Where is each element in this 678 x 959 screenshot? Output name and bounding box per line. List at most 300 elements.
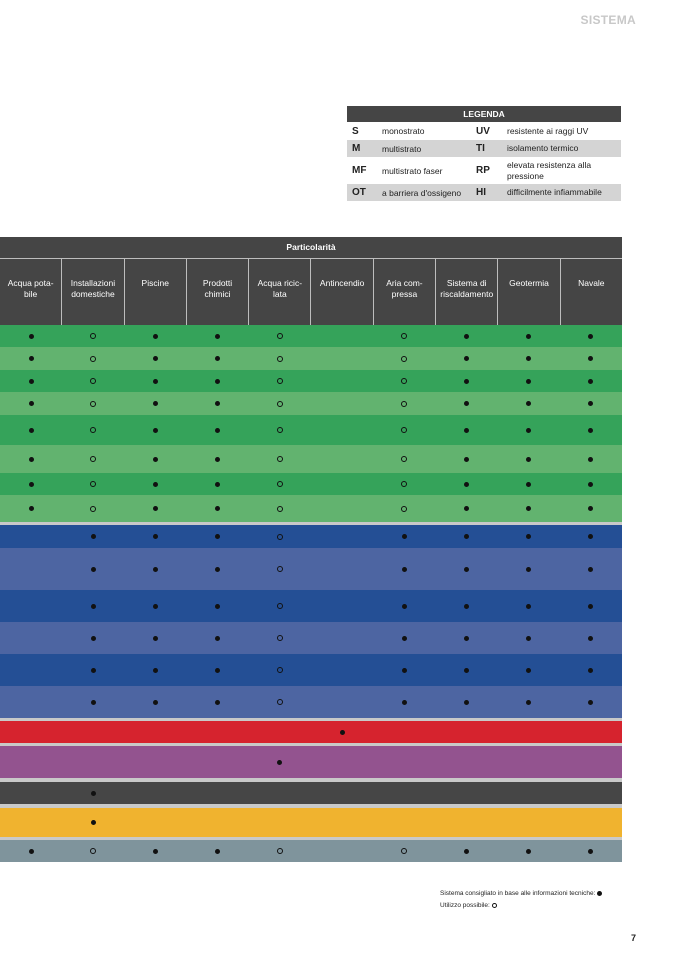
filled-dot-icon bbox=[29, 482, 34, 487]
table-cell bbox=[435, 392, 497, 415]
filled-dot-icon bbox=[153, 534, 158, 539]
filled-dot-icon bbox=[526, 668, 531, 673]
table-cell bbox=[124, 590, 186, 622]
ring-icon bbox=[401, 506, 407, 512]
table-cell bbox=[0, 415, 62, 445]
table-cell bbox=[498, 840, 560, 862]
table-cell bbox=[0, 370, 62, 392]
filled-dot-icon bbox=[91, 791, 96, 796]
table-cell bbox=[311, 392, 373, 415]
legend-description: difficilmente infiammabile bbox=[507, 187, 602, 197]
legend-description: monostrato bbox=[382, 126, 425, 136]
table-cell bbox=[498, 415, 560, 445]
table-cell bbox=[560, 525, 622, 548]
table-cell bbox=[62, 495, 124, 522]
ring-icon bbox=[401, 427, 407, 433]
ring-icon bbox=[401, 481, 407, 487]
table-cell bbox=[0, 325, 62, 347]
table-cell bbox=[249, 840, 311, 862]
filled-dot-icon bbox=[464, 356, 469, 361]
filled-dot-icon bbox=[402, 668, 407, 673]
table-row bbox=[0, 590, 622, 622]
table-cell bbox=[0, 590, 62, 622]
filled-dot-icon bbox=[153, 379, 158, 384]
table-cell bbox=[249, 370, 311, 392]
table-cell bbox=[62, 370, 124, 392]
table-cell bbox=[124, 525, 186, 548]
table-cell bbox=[62, 782, 124, 804]
table-cell bbox=[62, 548, 124, 590]
table-cell bbox=[0, 548, 62, 590]
table-cell bbox=[435, 415, 497, 445]
filled-dot-icon bbox=[464, 668, 469, 673]
table-cell bbox=[0, 721, 62, 743]
filled-dot-icon bbox=[402, 567, 407, 572]
filled-dot-icon bbox=[215, 506, 220, 511]
legend-description: resistente ai raggi UV bbox=[507, 125, 589, 136]
filled-dot-icon bbox=[215, 636, 220, 641]
table-cell bbox=[373, 325, 435, 347]
ring-icon bbox=[90, 333, 96, 339]
filled-dot-icon bbox=[153, 849, 158, 854]
filled-dot-icon bbox=[464, 567, 469, 572]
table-cell bbox=[560, 840, 622, 862]
table-cell bbox=[311, 654, 373, 686]
filled-dot-icon bbox=[29, 334, 34, 339]
ring-icon bbox=[277, 699, 283, 705]
table-cell bbox=[124, 840, 186, 862]
table-cell bbox=[124, 782, 186, 804]
table-cell bbox=[373, 445, 435, 473]
table-row bbox=[0, 782, 622, 804]
filled-dot-icon bbox=[91, 604, 96, 609]
table-cell bbox=[187, 392, 249, 415]
table-cell bbox=[187, 721, 249, 743]
table-cell bbox=[373, 622, 435, 654]
legend-code: UV bbox=[476, 125, 490, 137]
table-cell bbox=[373, 721, 435, 743]
filled-dot-icon bbox=[153, 428, 158, 433]
filled-dot-icon bbox=[464, 700, 469, 705]
table-cell bbox=[124, 325, 186, 347]
table-cell bbox=[249, 415, 311, 445]
table-cell bbox=[435, 473, 497, 495]
table-cell bbox=[498, 721, 560, 743]
filled-dot-icon bbox=[215, 379, 220, 384]
table-cell bbox=[498, 622, 560, 654]
table-cell bbox=[124, 548, 186, 590]
table-cell bbox=[435, 445, 497, 473]
table-cell bbox=[560, 654, 622, 686]
legend-code: OT bbox=[352, 187, 366, 198]
table-cell bbox=[560, 808, 622, 837]
table-cell bbox=[249, 721, 311, 743]
table-cell bbox=[311, 473, 373, 495]
filled-dot-icon bbox=[153, 457, 158, 462]
table-row bbox=[0, 392, 622, 415]
filled-dot-icon bbox=[588, 534, 593, 539]
table-cell bbox=[62, 840, 124, 862]
table-row bbox=[0, 746, 622, 778]
table-cell bbox=[373, 347, 435, 370]
filled-dot-icon bbox=[402, 700, 407, 705]
ring-icon bbox=[90, 401, 96, 407]
legend-row bbox=[347, 122, 621, 140]
table-cell bbox=[498, 548, 560, 590]
table-cell bbox=[560, 325, 622, 347]
column-header: Prodotti chimici bbox=[187, 259, 249, 325]
column-header: Acqua pota- bile bbox=[0, 259, 62, 325]
filled-dot-icon bbox=[215, 482, 220, 487]
filled-dot-icon bbox=[464, 401, 469, 406]
table-cell bbox=[187, 370, 249, 392]
table-cell bbox=[0, 495, 62, 522]
filled-dot-icon bbox=[526, 401, 531, 406]
table-cell bbox=[311, 445, 373, 473]
table-cell bbox=[124, 721, 186, 743]
column-header: Antincendio bbox=[311, 259, 373, 325]
table-cell bbox=[498, 808, 560, 837]
table-cell bbox=[187, 622, 249, 654]
table-cell bbox=[311, 347, 373, 370]
filled-dot-icon bbox=[215, 356, 220, 361]
filled-dot-icon bbox=[91, 567, 96, 572]
table-cell bbox=[311, 590, 373, 622]
table-cell bbox=[249, 495, 311, 522]
table-cell bbox=[560, 495, 622, 522]
filled-dot-icon bbox=[29, 379, 34, 384]
footnote-recommended bbox=[440, 888, 602, 900]
table-cell bbox=[249, 473, 311, 495]
table-cell bbox=[62, 445, 124, 473]
filled-dot-icon bbox=[153, 604, 158, 609]
legend-code: M bbox=[352, 143, 361, 154]
ring-icon bbox=[277, 456, 283, 462]
ring-icon bbox=[277, 667, 283, 673]
table-cell bbox=[124, 686, 186, 718]
footnote-possible-text: Utilizzo possibile: bbox=[440, 902, 490, 909]
footnote-possible bbox=[440, 900, 602, 912]
table-cell bbox=[124, 473, 186, 495]
filled-dot-icon bbox=[91, 700, 96, 705]
table-row bbox=[0, 840, 622, 862]
ring-icon bbox=[401, 378, 407, 384]
table-cell bbox=[187, 548, 249, 590]
ring-icon bbox=[90, 356, 96, 362]
table-cell bbox=[0, 347, 62, 370]
table-cell bbox=[435, 782, 497, 804]
filled-dot-icon bbox=[91, 636, 96, 641]
table-cell bbox=[560, 415, 622, 445]
legend-description: a barriera d'ossigeno bbox=[382, 187, 462, 198]
table-cell bbox=[311, 808, 373, 837]
filled-dot-icon bbox=[588, 428, 593, 433]
table-cell bbox=[62, 721, 124, 743]
table-row bbox=[0, 686, 622, 718]
filled-dot-icon bbox=[215, 700, 220, 705]
table-cell bbox=[373, 392, 435, 415]
filled-dot-icon bbox=[588, 668, 593, 673]
table-cell bbox=[187, 445, 249, 473]
table-cell bbox=[187, 654, 249, 686]
table-cell bbox=[373, 370, 435, 392]
filled-dot-icon bbox=[526, 700, 531, 705]
filled-dot-icon bbox=[588, 356, 593, 361]
filled-dot-icon bbox=[402, 636, 407, 641]
legend-code: MF bbox=[352, 165, 367, 176]
table-cell bbox=[249, 548, 311, 590]
filled-dot-icon bbox=[29, 457, 34, 462]
table-cell bbox=[435, 840, 497, 862]
table-cell bbox=[311, 622, 373, 654]
filled-dot-icon bbox=[29, 401, 34, 406]
table-cell bbox=[249, 686, 311, 718]
table-cell bbox=[373, 590, 435, 622]
table-cell bbox=[62, 525, 124, 548]
filled-dot-icon bbox=[526, 567, 531, 572]
table-cell bbox=[311, 686, 373, 718]
ring-icon bbox=[277, 635, 283, 641]
legend-code: HI bbox=[476, 187, 486, 198]
filled-dot-icon bbox=[215, 334, 220, 339]
table-cell bbox=[0, 840, 62, 862]
table-cell bbox=[62, 654, 124, 686]
filled-dot-icon bbox=[464, 636, 469, 641]
table-cell bbox=[62, 325, 124, 347]
applications-table bbox=[0, 237, 622, 862]
table-row bbox=[0, 370, 622, 392]
filled-dot-icon bbox=[91, 534, 96, 539]
table-cell bbox=[0, 746, 62, 778]
table-cell bbox=[373, 415, 435, 445]
filled-dot-icon bbox=[340, 730, 345, 735]
table-row bbox=[0, 654, 622, 686]
filled-dot-icon bbox=[464, 334, 469, 339]
ring-icon bbox=[277, 506, 283, 512]
table-cell bbox=[498, 590, 560, 622]
table-cell bbox=[124, 654, 186, 686]
table-cell bbox=[435, 590, 497, 622]
table-cell bbox=[435, 347, 497, 370]
table-cell bbox=[311, 840, 373, 862]
table-cell bbox=[311, 721, 373, 743]
column-header: Geotermia bbox=[498, 259, 560, 325]
ring-icon bbox=[277, 481, 283, 487]
legend-code: TI bbox=[476, 143, 485, 154]
filled-dot-icon bbox=[215, 428, 220, 433]
table-cell bbox=[0, 622, 62, 654]
column-header: Piscine bbox=[125, 259, 187, 325]
filled-dot-icon bbox=[464, 482, 469, 487]
section-title: SISTEMA bbox=[580, 13, 636, 27]
filled-dot-icon bbox=[464, 534, 469, 539]
filled-dot-icon bbox=[215, 604, 220, 609]
ring-icon bbox=[277, 427, 283, 433]
table-cell bbox=[311, 548, 373, 590]
table-cell bbox=[124, 392, 186, 415]
ring-icon bbox=[277, 378, 283, 384]
filled-dot-icon bbox=[153, 700, 158, 705]
legend-title: LEGENDA bbox=[347, 106, 621, 122]
table-cell bbox=[560, 392, 622, 415]
table-cell bbox=[498, 473, 560, 495]
filled-dot-icon bbox=[215, 567, 220, 572]
table-cell bbox=[62, 590, 124, 622]
table-cell bbox=[435, 325, 497, 347]
filled-dot-icon bbox=[526, 636, 531, 641]
table-cell bbox=[498, 325, 560, 347]
table-cell bbox=[62, 347, 124, 370]
table-cell bbox=[498, 445, 560, 473]
table-row bbox=[0, 415, 622, 445]
table-cell bbox=[311, 370, 373, 392]
table-cell bbox=[249, 808, 311, 837]
ring-icon bbox=[401, 848, 407, 854]
filled-dot-icon bbox=[526, 428, 531, 433]
filled-dot-icon bbox=[153, 482, 158, 487]
table-cell bbox=[187, 782, 249, 804]
ring-icon bbox=[90, 427, 96, 433]
table-cell bbox=[0, 654, 62, 686]
table-cell bbox=[187, 746, 249, 778]
table-cell bbox=[560, 548, 622, 590]
table-cell bbox=[435, 808, 497, 837]
filled-dot-icon bbox=[153, 401, 158, 406]
ring-icon bbox=[492, 903, 497, 908]
filled-dot-icon bbox=[588, 401, 593, 406]
table-cell bbox=[249, 654, 311, 686]
table-cell bbox=[249, 347, 311, 370]
filled-dot-icon bbox=[526, 534, 531, 539]
filled-dot-icon bbox=[277, 760, 282, 765]
filled-dot-icon bbox=[464, 457, 469, 462]
table-cell bbox=[311, 415, 373, 445]
table-cell bbox=[124, 445, 186, 473]
legend-description: isolamento termico bbox=[507, 143, 579, 153]
table-cell bbox=[187, 473, 249, 495]
table-cell bbox=[311, 525, 373, 548]
table-cell bbox=[498, 495, 560, 522]
table-row bbox=[0, 548, 622, 590]
table-cell bbox=[373, 495, 435, 522]
column-header: Aria com- pressa bbox=[374, 259, 436, 325]
table-cell bbox=[435, 495, 497, 522]
table-cell bbox=[373, 548, 435, 590]
legend-row bbox=[347, 157, 621, 184]
filled-dot-icon bbox=[526, 356, 531, 361]
legend-description: elevata resistenza alla pressione bbox=[507, 159, 592, 181]
table-cell bbox=[560, 746, 622, 778]
column-header: Navale bbox=[561, 259, 622, 325]
table-cell bbox=[498, 347, 560, 370]
table-cell bbox=[187, 840, 249, 862]
filled-dot-icon bbox=[153, 356, 158, 361]
table-cell bbox=[249, 525, 311, 548]
table-cell bbox=[311, 746, 373, 778]
ring-icon bbox=[277, 356, 283, 362]
table-cell bbox=[373, 473, 435, 495]
table-cell bbox=[0, 686, 62, 718]
table-cell bbox=[435, 525, 497, 548]
filled-dot-icon bbox=[215, 668, 220, 673]
filled-dot-icon bbox=[588, 567, 593, 572]
filled-dot-icon bbox=[526, 849, 531, 854]
filled-dot-icon bbox=[215, 401, 220, 406]
ring-icon bbox=[401, 333, 407, 339]
table-cell bbox=[435, 721, 497, 743]
filled-dot-icon bbox=[153, 506, 158, 511]
table-cell bbox=[187, 525, 249, 548]
legend-row bbox=[347, 184, 621, 201]
table-cell bbox=[435, 548, 497, 590]
filled-dot-icon bbox=[215, 457, 220, 462]
table-cell bbox=[249, 445, 311, 473]
table-cell bbox=[560, 622, 622, 654]
ring-icon bbox=[277, 848, 283, 854]
filled-dot-icon bbox=[526, 506, 531, 511]
table-row bbox=[0, 473, 622, 495]
filled-dot-icon bbox=[588, 482, 593, 487]
filled-dot-icon bbox=[91, 820, 96, 825]
filled-dot-icon bbox=[588, 700, 593, 705]
table-cell bbox=[373, 808, 435, 837]
table-cell bbox=[498, 686, 560, 718]
filled-dot-icon bbox=[153, 668, 158, 673]
table-cell bbox=[62, 473, 124, 495]
filled-dot-icon bbox=[526, 379, 531, 384]
filled-dot-icon bbox=[464, 604, 469, 609]
table-row bbox=[0, 622, 622, 654]
table-cell bbox=[311, 782, 373, 804]
table-cell bbox=[124, 495, 186, 522]
table-cell bbox=[124, 622, 186, 654]
table-cell bbox=[0, 392, 62, 415]
table-cell bbox=[435, 370, 497, 392]
page-number: 7 bbox=[630, 933, 636, 943]
table-cell bbox=[498, 370, 560, 392]
table-cell bbox=[0, 782, 62, 804]
ring-icon bbox=[277, 603, 283, 609]
table-cell bbox=[124, 415, 186, 445]
footnote bbox=[440, 888, 602, 912]
table-cell bbox=[62, 746, 124, 778]
legend-table bbox=[347, 106, 621, 201]
filled-dot-icon bbox=[29, 849, 34, 854]
column-headers bbox=[0, 259, 622, 325]
filled-dot-icon bbox=[526, 457, 531, 462]
table-row bbox=[0, 525, 622, 548]
ring-icon bbox=[401, 401, 407, 407]
legend-rows bbox=[347, 122, 621, 201]
table-cell bbox=[311, 325, 373, 347]
table-cell bbox=[124, 808, 186, 837]
filled-dot-icon bbox=[153, 567, 158, 572]
table-cell bbox=[187, 347, 249, 370]
table-cell bbox=[373, 782, 435, 804]
column-header: Installazioni domestiche bbox=[62, 259, 124, 325]
table-cell bbox=[187, 686, 249, 718]
table-cell bbox=[560, 370, 622, 392]
table-cell bbox=[498, 654, 560, 686]
legend-row bbox=[347, 140, 621, 157]
table-cell bbox=[0, 445, 62, 473]
filled-dot-icon bbox=[29, 428, 34, 433]
filled-dot-icon bbox=[153, 334, 158, 339]
table-cell bbox=[249, 746, 311, 778]
table-row bbox=[0, 721, 622, 743]
table-cell bbox=[124, 370, 186, 392]
table-cell bbox=[373, 525, 435, 548]
